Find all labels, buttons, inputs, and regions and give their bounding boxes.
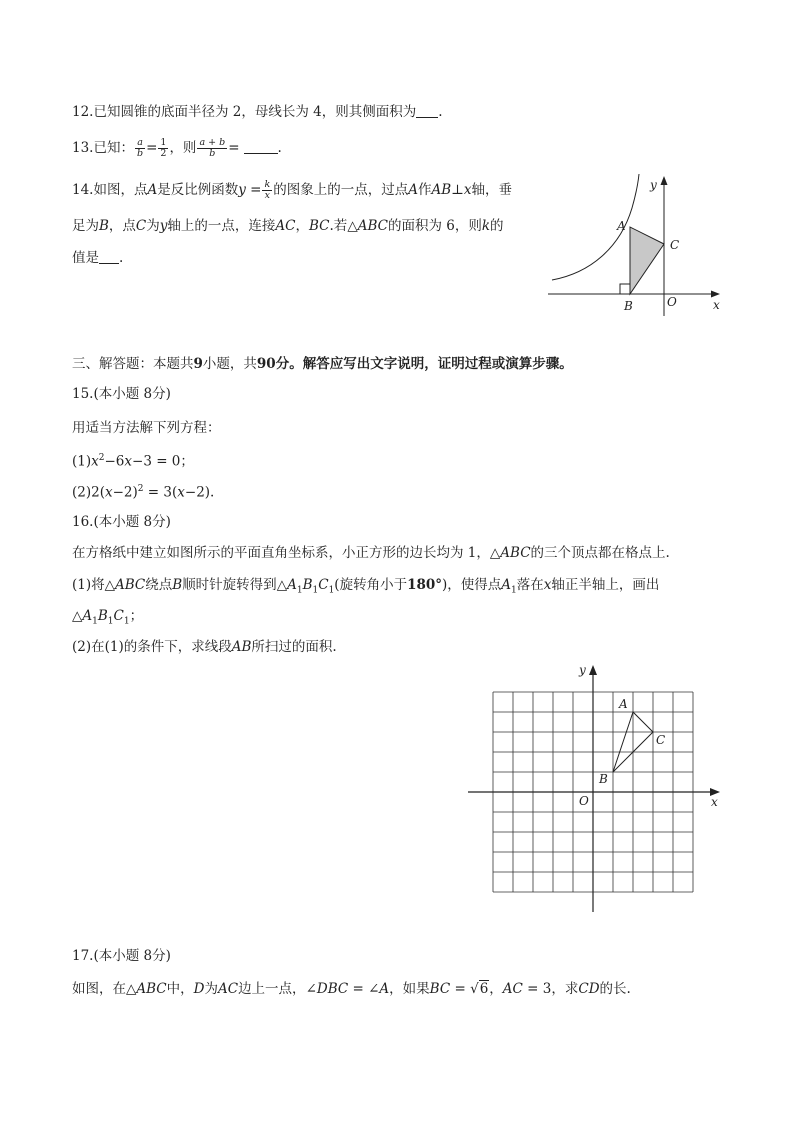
x-axis-arrow (711, 291, 720, 298)
q12-text: 12.已知圆锥的底面半径为 2，母线长为 4，则其侧面积为 (72, 104, 417, 120)
sqrt-six: √6 (470, 981, 489, 997)
figure-16 (462, 658, 732, 918)
question-12 (72, 102, 443, 122)
question-14-line-1: 14.如图，点A是反比例函数y = $\frac{k}{x}$ 的图象上的一点，过点A作AB⊥x轴，垂 (72, 179, 512, 201)
q16-header: 16.(本小题 8分) (72, 514, 171, 530)
label-a: A (619, 697, 628, 711)
figure-14 (540, 168, 730, 318)
q16-line-2: (1)将△ABC绕点B顺时针旋转得到$\triangle A_1B_1C_1$(旋转角小于180°)，使得点$A_1$落在x轴正半轴上，画出 (72, 577, 660, 596)
label-b: B (599, 772, 608, 786)
fraction-k-over-x: $\frac{k}{x}$ (264, 179, 271, 201)
fraction-one-half: $\frac{1}{2}$ (160, 137, 167, 159)
q16-line-3: $\triangle A_1B_1C_1$； (72, 608, 144, 627)
label-o: O (579, 794, 589, 808)
q17-header: 17.(本小题 8分) (72, 948, 171, 964)
q16-line-4: (2)在(1)的条件下，求线段AB所扫过的面积. (72, 639, 337, 655)
label-o: O (667, 295, 677, 309)
answer-blank (244, 139, 278, 154)
question-14-line-3: 值是 . (72, 250, 124, 266)
label-y: y (650, 178, 657, 192)
y-axis-arrow (589, 665, 597, 675)
label-x: x (713, 298, 720, 312)
hyperbola-curve (552, 174, 639, 280)
answer-blank (416, 103, 438, 118)
q16-line-1: 在方格纸中建立如图所示的平面直角坐标系，小正方形的边长均为 1，△ABC的三个顶点都在格点上. (72, 545, 670, 561)
question-14-line-2: 足为B，点C为y轴上的一点，连接AC，BC.若△ABC的面积为 6，则k的 (72, 218, 504, 234)
q15-equation-1: $(1)x^2-6x-3 = 0$； (72, 453, 194, 470)
triangle-abc (630, 227, 664, 294)
q15-equation-2: $(2)2(x-2)^2 = 3(x-2)$. (72, 484, 215, 501)
q12-end: . (438, 104, 443, 120)
label-c: C (670, 238, 680, 252)
label-y: y (579, 663, 586, 677)
label-x: x (711, 795, 718, 809)
q17-text: 如图，在△ABC中，D为AC边上一点，∠DBC = ∠A，如果BC = √6，AC = 3，求CD的长. (72, 981, 631, 997)
fraction-a-over-b: $\frac{a}{b}$ (136, 137, 144, 159)
section-3-heading: 三、解答题：本题共9小题，共90分。解答应写出文字说明，证明过程或演算步骤。 (72, 356, 573, 372)
q15-header: 15.(本小题 8分) (72, 386, 171, 402)
q13-text: 13.已知： (72, 140, 134, 156)
right-angle-mark (620, 284, 630, 294)
fraction-a-plus-b-over-b: $\frac{a + b}{b}$ (199, 137, 226, 159)
question-13: 13.已知： $\frac{a}{b}$ = $\frac{1}{2}$ ，则 $\frac{a + b}{b}$ = . (72, 137, 282, 159)
label-c: C (656, 733, 666, 747)
q15-prompt: 用适当方法解下列方程： (72, 420, 221, 436)
label-b: B (624, 299, 633, 313)
y-axis-arrow (661, 176, 668, 185)
answer-blank (99, 249, 119, 264)
label-a: A (617, 219, 626, 233)
